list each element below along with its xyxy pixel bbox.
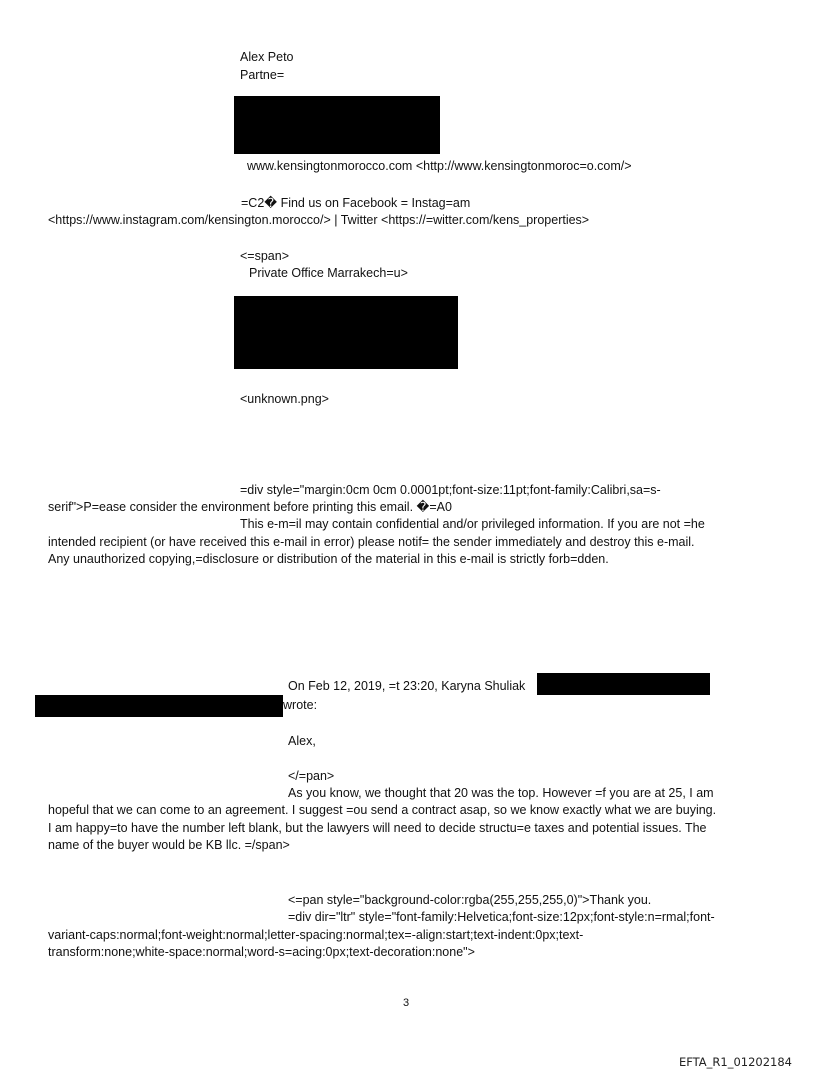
reply-wrote: wrote: [283,698,318,712]
office-line: Private Office Marrakech=u> [249,266,408,280]
redaction-block [234,296,458,369]
reply-div-line-3: transform:none;white-space:normal;word-s=acing:0px;text-decoration:none"> [48,945,475,959]
disclaimer-confidential-line-2: intended recipient (or have received this e-mail in error) please notif= the sender immediately and destroy this e-mail. [48,535,695,549]
signature-name: Alex Peto [240,50,294,64]
page-number: 3 [403,997,410,1009]
social-line-2: <https://www.instagram.com/kensington.morocco/> | Twitter <https://=witter.com/kens_properties> [48,213,590,227]
redaction-block [537,673,710,695]
reply-body-line-2: hopeful that we can come to an agreement. I suggest =ou send a contract asap, so we know exactly what we are buying. [48,803,717,817]
disclaimer-style-line: =div style="margin:0cm 0cm 0.0001pt;font-size:11pt;font-family:Calibri,sa=s- [240,483,661,497]
reply-body-line-4: name of the buyer would be KB llc. =/span> [48,838,290,852]
reply-body-line-1: As you know, we thought that 20 was the top. However =f you are at 25, I am [288,786,714,800]
disclaimer-env-line: serif">P=ease consider the environment before printing this email. �=A0 [48,500,452,514]
reply-header: On Feb 12, 2019, =t 23:20, Karyna Shuliak [288,679,526,693]
reply-div-line-2: variant-caps:normal;font-weight:normal;letter-spacing:normal;tex=-align:start;text-indent:0px;text- [48,928,584,942]
social-line-1: =C2� Find us on Facebook = Instag=am [241,196,471,210]
span-tag-line: <=span> [240,249,290,263]
reply-close-span: </=pan> [288,769,335,783]
redaction-block [234,96,440,154]
disclaimer-confidential-line-1: This e-m=il may contain confidential and/or privileged information. If you are not =he [240,517,705,531]
bates-number: EFTA_R1_01202184 [678,1055,792,1069]
reply-body-line-3: I am happy=to have the number left blank, but the lawyers will need to decide structu=e taxes and potential issues. The [48,821,707,835]
disclaimer-confidential-line-3: Any unauthorized copying,=disclosure or distribution of the material in this e-mail is strictly forb=dden. [48,552,609,566]
image-placeholder: <unknown.png> [240,392,329,406]
reply-thanks: <=pan style="background-color:rgba(255,255,255,0)">Thank you. [288,893,652,907]
signature-website: www.kensingtonmorocco.com <http://www.kensingtonmoroc=o.com/> [247,159,632,173]
redaction-block [35,695,283,717]
reply-div-line-1: =div dir="ltr" style="font-family:Helvetica;font-size:12px;font-style:n=rmal;font- [288,910,715,924]
signature-title: Partne= [240,68,285,82]
reply-greeting: Alex, [288,734,316,748]
